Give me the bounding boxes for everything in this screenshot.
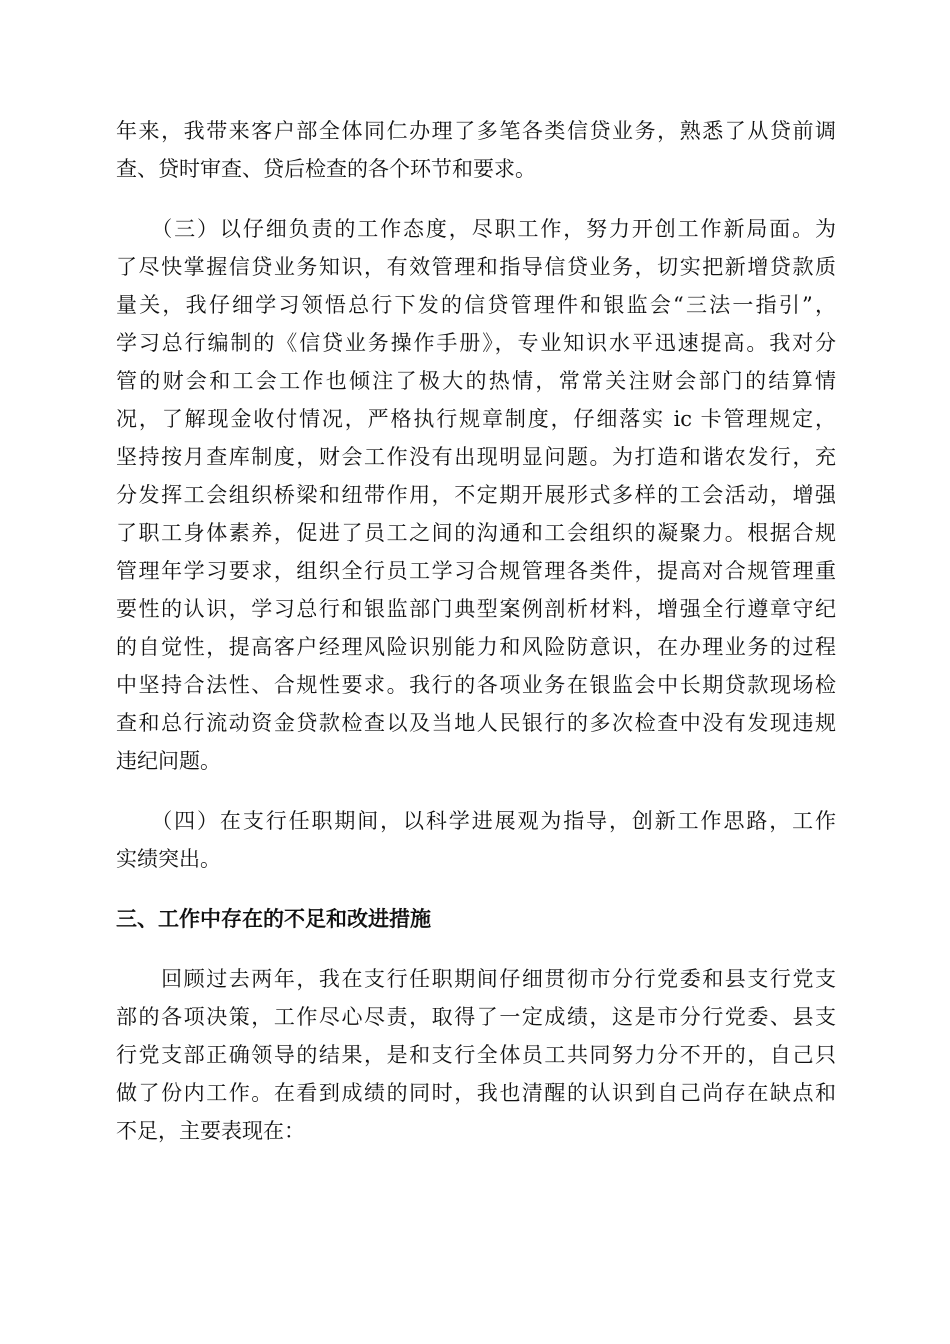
text-line: 查、贷时审查、贷后检查的各个环节和要求。: [116, 157, 536, 181]
text-line: 学习总行编制的《信贷业务操作手册》，专业知识水平迅速提高。我对分: [116, 331, 836, 355]
text-line: 行党支部正确领导的结果，是和支行全体员工共同努力分不开的，自己只: [116, 1043, 836, 1067]
text-line: 回顾过去两年，我在支行任职期间仔细贯彻市分行党委和县支行党支: [116, 967, 836, 991]
text-line: 量关，我仔细学习领悟总行下发的信贷管理件和银监会“三法一指引”，: [116, 293, 836, 317]
paragraph-continuation: [116, 112, 836, 188]
text-line: 查和总行流动资金贷款检查以及当地人民银行的多次检查中没有发现违规: [116, 711, 836, 735]
paragraph-section-3: [116, 210, 836, 780]
document-body: [116, 112, 836, 1172]
text-line: 要性的认识，学习总行和银监部门典型案例剖析材料，增强全行遵章守纪: [116, 597, 836, 621]
text-line: （四）在支行任职期间，以科学进展观为指导，创新工作思路，工作: [116, 809, 836, 833]
paragraph-review: [116, 960, 836, 1150]
text-line: 分发挥工会组织桥梁和纽带作用，不定期开展形式多样的工会活动，增强: [116, 483, 836, 507]
text-line: 违纪问题。: [116, 749, 221, 773]
text-line: 坚持按月查库制度，财会工作没有出现明显问题。为打造和谐农发行，充: [116, 445, 836, 469]
text-line: 管理年学习要求，组织全行员工学习合规管理各类件，提高对合规管理重: [116, 559, 836, 583]
text-line: 部的各项决策，工作尽心尽责，取得了一定成绩，这是市分行党委、县支: [116, 1005, 836, 1029]
text-line: 了职工身体素养，促进了员工之间的沟通和工会组织的凝聚力。根据合规: [116, 521, 836, 545]
text-line: 中坚持合法性、合规性要求。我行的各项业务在银监会中长期贷款现场检: [116, 673, 836, 697]
text-line: 做了份内工作。在看到成绩的同时，我也清醒的认识到自己尚存在缺点和: [116, 1081, 836, 1105]
text-line: 实绩突出。: [116, 847, 221, 871]
section-heading-text: 三、工作中存在的不足和改进措施: [116, 906, 431, 931]
text-line: 管的财会和工会工作也倾注了极大的热情，常常关注财会部门的结算情: [116, 369, 836, 393]
text-line: （三）以仔细负责的工作态度，尽职工作，努力开创工作新局面。为: [116, 217, 836, 241]
text-line: 的自觉性，提高客户经理风险识别能力和风险防意识，在办理业务的过程: [116, 635, 836, 659]
text-line: 年来，我带来客户部全体同仁办理了多笔各类信贷业务，熟悉了从贷前调: [116, 119, 836, 143]
section-heading: [116, 900, 836, 938]
text-line: 不足，主要表现在：: [116, 1119, 305, 1143]
text-line: 了尽快掌握信贷业务知识，有效管理和指导信贷业务，切实把新增贷款质: [116, 255, 836, 279]
text-line: 况，了解现金收付情况，严格执行规章制度，仔细落实 ic 卡管理规定，: [116, 407, 836, 431]
paragraph-section-4: [116, 802, 836, 878]
